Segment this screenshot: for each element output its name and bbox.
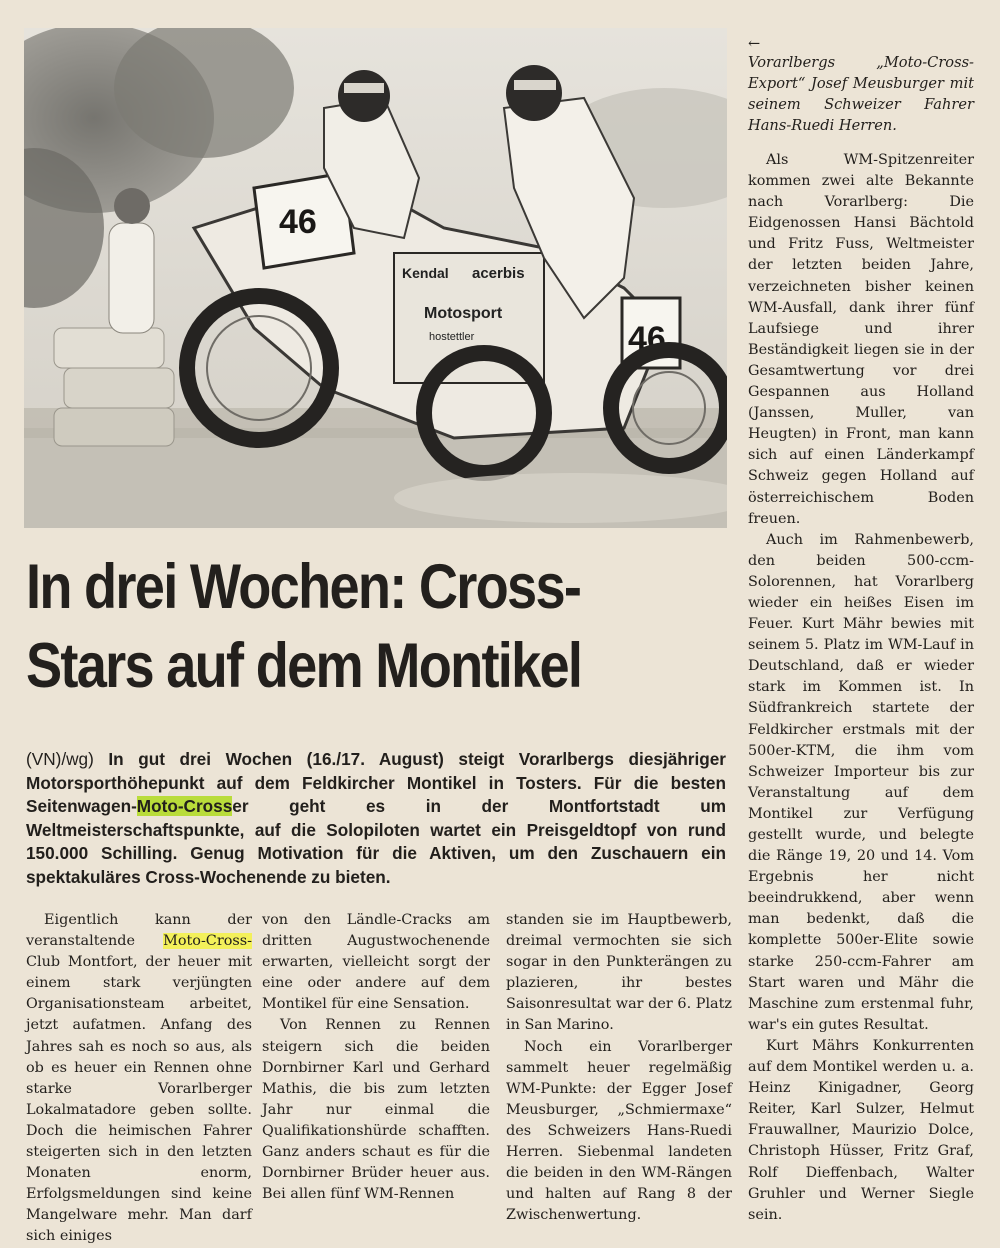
lead-paragraph <box>26 748 726 889</box>
headline-line-1: In drei Wochen: Cross- <box>26 552 581 622</box>
headline <box>26 548 731 706</box>
right-paragraph-2: Auch im Rahmenbewerb, den beiden 500-ccm-Solorennen, hat Vorarlberg wieder ein heißes Eisen im Feuer. Kurt Mähr bewies mit seinem 5. Platz im WM-Lauf in Deutschland, daß er wieder stark im Kommen ist. In Südfrankreich startete der Feldkircher erstmals mit der 500er-KTM, die ihm vom Schweizer Importeur bis zur Veranstaltung auf dem Montikel zur Verfügung gestellt wurde, und belegte die Ränge 19, 20 und 14. Vom Ergebnis her nicht beeindrukkend, aber wenn man bedenkt, daß die komplette 500er-Elite sowie starke 250-ccm-Fahrer am Start waren und Mähr die Maschine zum erstenmal fuhr, war's ein gutes Resultat. <box>748 531 974 1033</box>
body-column-2 <box>262 910 490 1205</box>
col2-paragraph-1: von den Ländle-Cracks am dritten Augustwochenende erwarten, vielleicht sorgt der eine oder andere auf dem Montikel für eine Sensation. <box>262 912 490 1013</box>
headline-line-2: Stars auf dem Montikel <box>26 631 582 701</box>
sponsor-acerbis: acerbis <box>472 265 525 282</box>
sidecar-motocross-photo <box>24 28 727 528</box>
caption-text: Vorarlbergs „Moto-Cross-Export“ Josef Meusburger mit seinem Schweizer Fahrer Hans-Ruedi Herren. <box>748 54 974 134</box>
lead-text-1: In gut drei Wochen (16./17. August) steigt Vorarlbergs diesjähriger Motorsporthöhepunkt auf dem Feldkircher Montikel in Tosters. Für die besten Seitenwagen- <box>26 749 726 816</box>
side-number: 46 <box>628 320 666 358</box>
lead-tag: (VN)/wg) <box>26 749 94 769</box>
sponsor-hostettler: hostettler <box>429 331 475 343</box>
col3-paragraph-2: Noch ein Vorarlberger sammelt heuer regelmäßig WM-Punkte: der Egger Josef Meusburger, „Schmiermaxe“ des Schweizers Hans-Ruedi Herren. Siebenmal landeten die beiden in den WM-Rängen und halten auf Rang 8 der Zwischenwertung. <box>506 1038 732 1224</box>
col2-paragraph-2: Von Rennen zu Rennen steigern sich die beiden Dornbirner Karl und Gerhard Mathis, die bis zum letzten Jahr nur einmal die Qualifikationshürde schafften. Ganz anders schaut es für die Dornbirner Brüder heuer aus. Bei allen fünf WM-Rennen <box>262 1017 490 1203</box>
col1-paragraph <box>26 910 252 1248</box>
right-paragraph-1: Als WM-Spitzenreiter kommen zwei alte Bekannte nach Vorarlberg: Die Eidgenossen Hansi Bächtold und Fritz Fuss, Weltmeister der letzten beiden Jahre, verzeichneten bisher keinen WM-Ausfall, dank ihrer fünf Laufsiege und ihrer Beständigkeit liegen sie in der Gesamtwertung vor drei Gespannen aus Holland (Janssen, Muller, van Heugten) in Front, man kann sich auf einen Länderkampf Schweiz gegen Holland auf österreichischem Boden freuen. <box>748 152 974 527</box>
body-column-3 <box>506 910 732 1226</box>
col1-highlight: Moto-Cross- <box>163 933 252 950</box>
sponsor-kendal: Kendal <box>402 265 449 281</box>
col1-text-b: Club Montfort, der heuer mit einem stark verjüngten Organisationsteam arbeitet, jetzt aufatmen. Anfang des Jahres sah es noch so aus, als ob es heuer ein Rennen ohne starke Vorarlberger Lokalmatadore geben sollte. Doch die heimischen Fahrer steigerten sich in den letzten Monaten enorm, Erfolgsmeldungen sind keine Mangelware mehr. Man darf sich einiges <box>26 954 252 1245</box>
right-column <box>748 36 974 1226</box>
photo-caption <box>748 36 974 136</box>
col3-paragraph-1: standen sie im Hauptbewerb, dreimal vermochten sie sich sogar in den Punkterängen zu plazieren, ihr bestes Saisonresultat war der 6. Platz in San Marino. <box>506 912 732 1034</box>
lead-text-2: er geht es in der Montfortstadt um Weltmeisterschaftspunkte, auf die Solopiloten wartet ein Preisgeldtopf von rund 150.000 Schilling. Genug Motivation für die Aktiven, um den Zuschauern ein spektakuläres Cross-Wochenende zu bieten. <box>26 796 726 887</box>
sponsor-motosport: Motosport <box>424 305 503 322</box>
front-number: 46 <box>279 203 317 241</box>
lead-highlight: Moto-Cross <box>136 796 233 816</box>
arrow-left-icon: ← <box>748 35 761 52</box>
col1-text-a: Eigentlich kann der veranstaltende <box>26 912 252 950</box>
right-paragraph-3: Kurt Mährs Konkurrenten auf dem Montikel werden u. a. Heinz Kinigadner, Georg Reiter, Karl Sulzer, Helmut Frauwallner, Maurizio Dolce, Christoph Hüsser, Fritz Graf, Rolf Dieffenbach, Walter Gruhler und Werner Siegle sein. <box>748 1037 974 1223</box>
body-column-1 <box>26 910 252 1248</box>
article-photo <box>24 28 727 528</box>
